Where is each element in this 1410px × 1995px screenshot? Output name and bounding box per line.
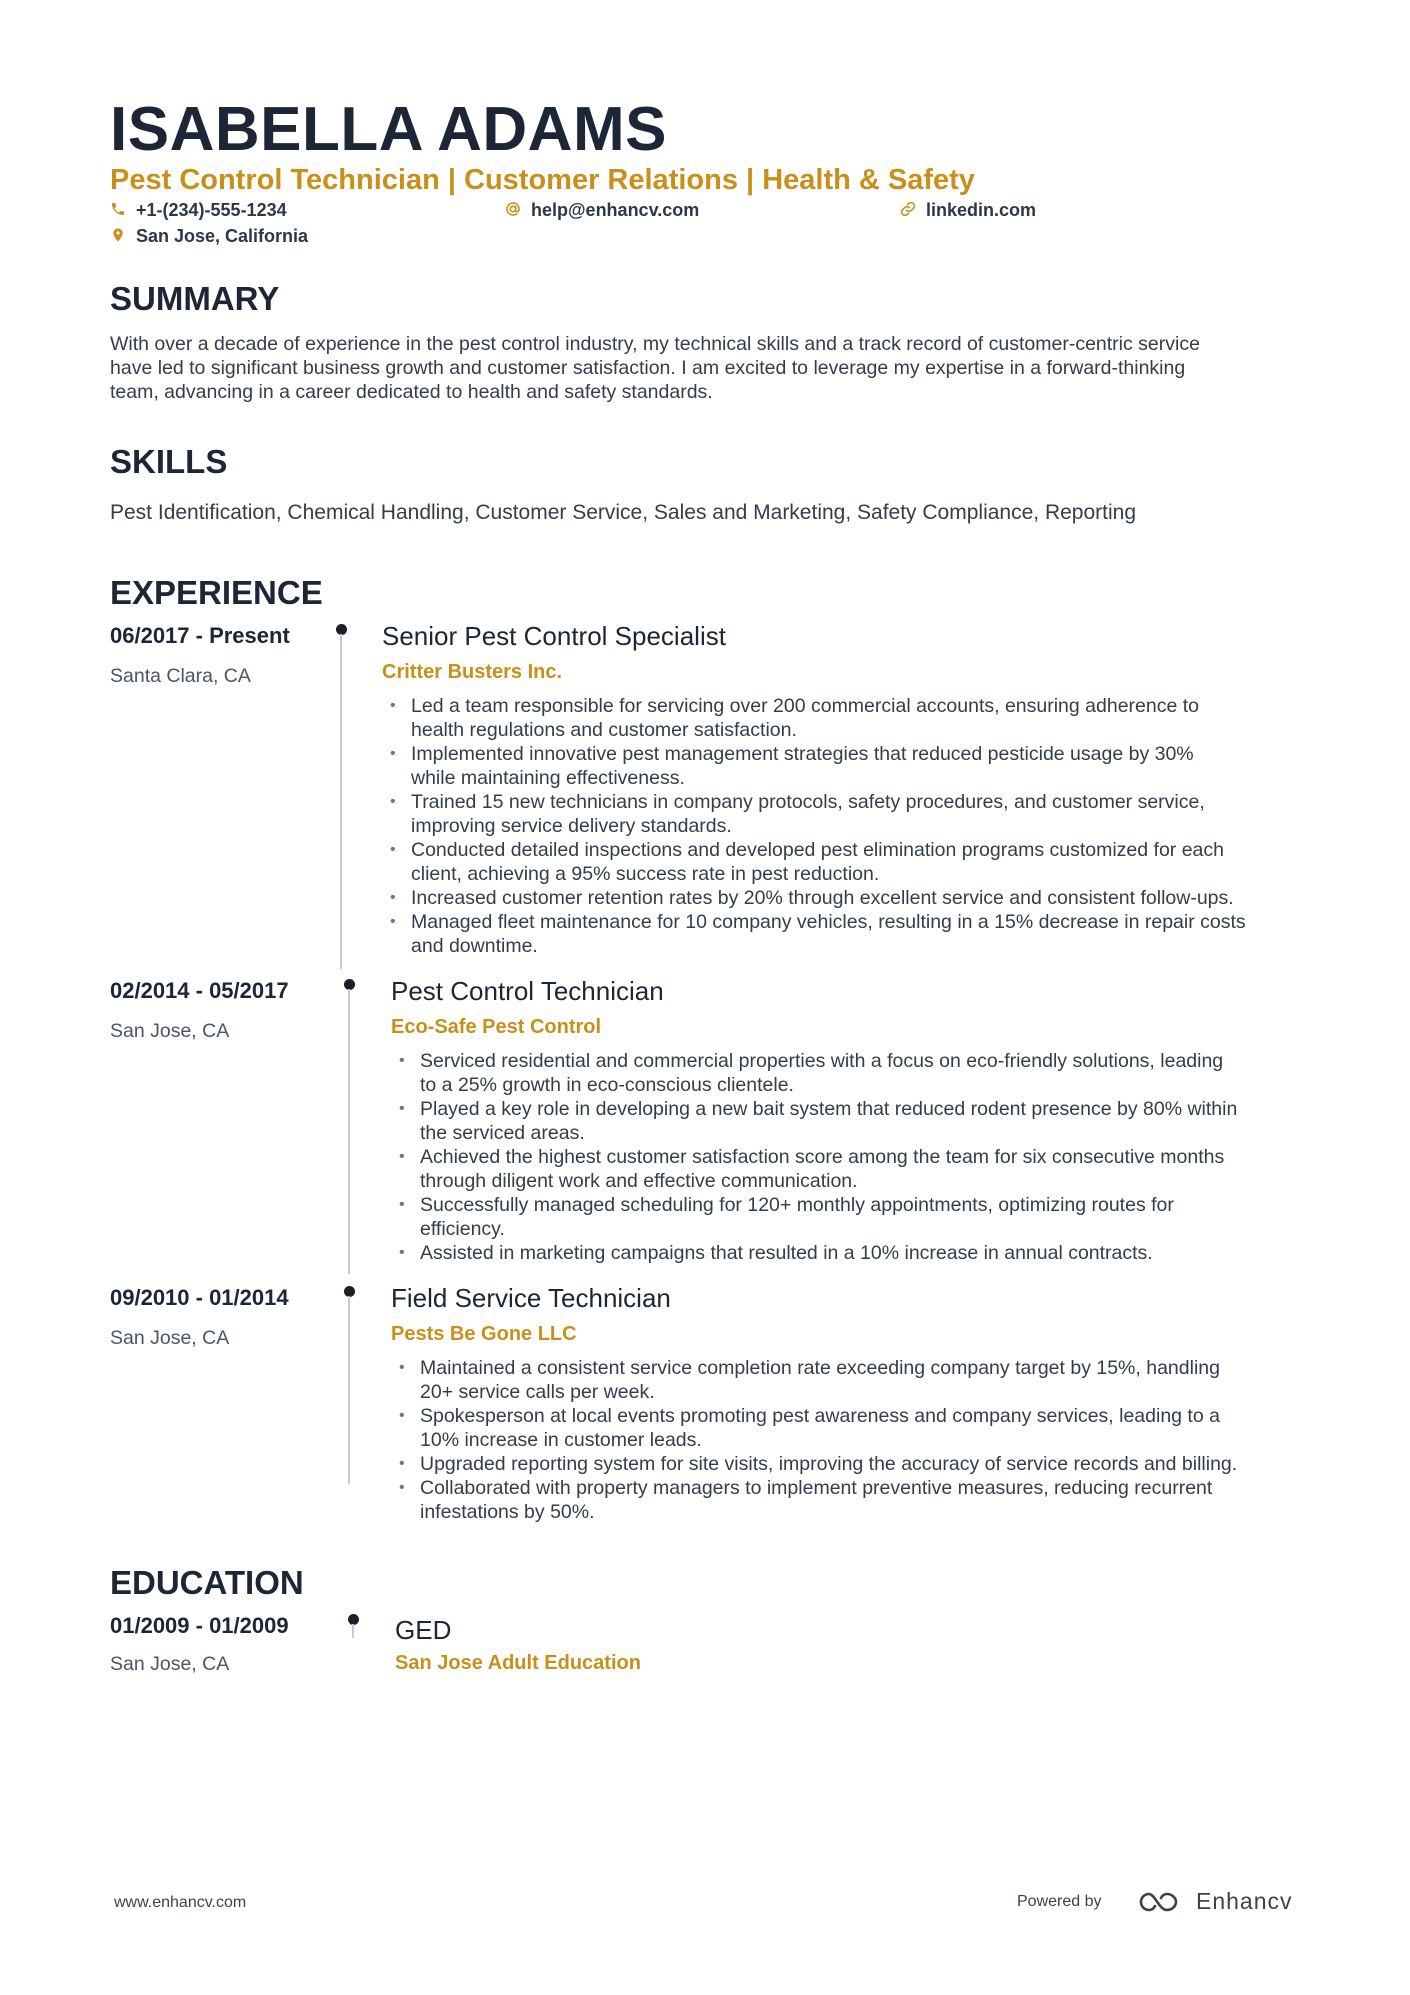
- job-title: Senior Pest Control Specialist: [382, 621, 726, 651]
- list-item: • Implemented innovative pest management strategies that reduced pesticide usage by 30% while maintaining effectiveness.: [390, 743, 1194, 789]
- list-item: • Collaborated with property managers to implement preventive measures, reducing recurrent infestations by 50%.: [399, 1477, 1213, 1523]
- candidate-headline: Pest Control Technician | Customer Relations | Health & Safety: [110, 164, 975, 196]
- summary-heading: SUMMARY: [110, 280, 280, 317]
- company-name: Eco-Safe Pest Control: [391, 1016, 602, 1038]
- enhancv-brand-name: Enhancv: [1196, 1888, 1293, 1914]
- summary-line: team, advancing in a career dedicated to health and safety standards.: [110, 381, 713, 403]
- job-dates: 09/2010 - 01/2014: [110, 1285, 289, 1310]
- enhancv-logo-icon: [1137, 1886, 1185, 1918]
- list-item: • Trained 15 new technicians in company protocols, safety procedures, and customer service, improving service delivery standards.: [390, 791, 1205, 837]
- education-location: San Jose, CA: [110, 1653, 230, 1675]
- email-text: help@enhancv.com: [531, 200, 700, 220]
- phone-icon: [110, 201, 128, 219]
- candidate-name: ISABELLA ADAMS: [110, 95, 667, 164]
- footer-website-link[interactable]: www.enhancv.com: [114, 1894, 247, 1911]
- contact-linkedin[interactable]: [900, 199, 1036, 221]
- list-item: • Spokesperson at local events promoting pest awareness and company services, leading to a 10% increase in customer leads.: [399, 1405, 1220, 1451]
- summary-line: With over a decade of experience in the pest control industry, my technical skills and a track record of customer-centric service: [110, 333, 1200, 355]
- school-name: San Jose Adult Education: [395, 1652, 641, 1674]
- location-text: San Jose, California: [136, 226, 309, 246]
- job-location: San Jose, CA: [110, 1020, 230, 1042]
- contact-phone[interactable]: [110, 199, 287, 221]
- company-name: Pests Be Gone LLC: [391, 1323, 577, 1345]
- list-item: • Increased customer retention rates by 20% through excellent service and consistent follow-ups.: [390, 887, 1234, 909]
- job-bullets: [382, 694, 1246, 958]
- contact-location: [110, 225, 308, 247]
- list-item: • Managed fleet maintenance for 10 company vehicles, resulting in a 15% decrease in repair costs and downtime.: [390, 911, 1246, 957]
- degree-title: GED: [395, 1615, 452, 1645]
- list-item: • Serviced residential and commercial properties with a focus on eco-friendly solutions, leading to a 25% growth in eco-conscious clientele.: [399, 1050, 1224, 1096]
- list-item: • Assisted in marketing campaigns that resulted in a 10% increase in annual contracts.: [399, 1242, 1153, 1264]
- list-item: • Upgraded reporting system for site visits, improving the accuracy of service records and billing.: [399, 1453, 1238, 1475]
- timeline-line: [348, 1296, 350, 1484]
- education-heading: EDUCATION: [110, 1564, 304, 1601]
- link-icon: [900, 201, 918, 219]
- list-item: • Maintained a consistent service completion rate exceeding company target by 15%, handling 20+ service calls per week.: [399, 1357, 1220, 1403]
- powered-by-label: Powered by: [1017, 1893, 1102, 1910]
- job-dates: 02/2014 - 05/2017: [110, 978, 289, 1003]
- skills-list: Pest Identification, Chemical Handling, Customer Service, Sales and Marketing, Safety Compliance, Reporting: [110, 501, 1136, 524]
- list-item: • Led a team responsible for servicing over 200 commercial accounts, ensuring adherence to health regulations and customer satisfaction.: [390, 695, 1200, 741]
- education-dates: 01/2009 - 01/2009: [110, 1613, 289, 1638]
- job-title: Field Service Technician: [391, 1283, 671, 1313]
- timeline-line: [352, 1624, 354, 1638]
- timeline-line: [348, 989, 350, 1274]
- summary-text: [110, 332, 1310, 404]
- job-bullets: [391, 1356, 1237, 1524]
- job-bullets: [391, 1049, 1237, 1265]
- summary-line: have led to significant business growth and customer satisfaction. I am excited to leverage my expertise in a forward-thinking: [110, 357, 1186, 379]
- list-item: • Achieved the highest customer satisfaction score among the team for six consecutive months through diligent work and effective communication.: [399, 1146, 1225, 1192]
- list-item: • Successfully managed scheduling for 120+ monthly appointments, optimizing routes for efficiency.: [399, 1194, 1174, 1240]
- job-location: San Jose, CA: [110, 1327, 230, 1349]
- job-title: Pest Control Technician: [391, 976, 664, 1006]
- linkedin-text: linkedin.com: [926, 200, 1037, 220]
- list-item: • Conducted detailed inspections and developed pest elimination programs customized for each client, achieving a 95% success rate in pest reduction.: [390, 839, 1224, 885]
- contact-email[interactable]: [505, 199, 699, 221]
- location-pin-icon: [110, 227, 128, 245]
- at-sign-icon: [505, 201, 523, 219]
- company-name: Critter Busters Inc.: [382, 661, 563, 683]
- phone-text: +1-(234)-555-1234: [136, 200, 287, 220]
- timeline-line: [340, 634, 342, 969]
- list-item: • Played a key role in developing a new bait system that reduced rodent presence by 80% within the serviced areas.: [399, 1098, 1238, 1144]
- job-location: Santa Clara, CA: [110, 665, 251, 687]
- job-dates: 06/2017 - Present: [110, 623, 290, 648]
- skills-heading: SKILLS: [110, 443, 228, 480]
- experience-heading: EXPERIENCE: [110, 574, 323, 611]
